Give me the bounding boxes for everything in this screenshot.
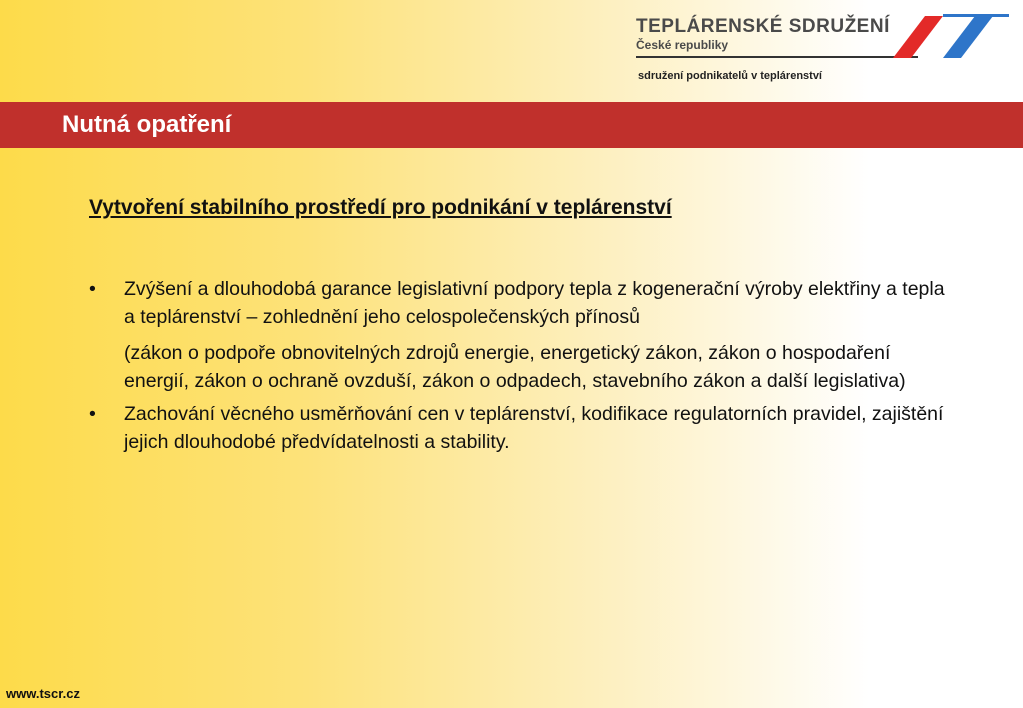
logo-rule [636, 56, 918, 58]
bullet-text: Zachování věcného usměrňování cen v teplárenství, kodifikace regulatorních pravidel, zajištění jejich dlouhodobé předvídatelnosti a stability. [124, 403, 944, 453]
logo-stripes-icon [891, 14, 1011, 60]
logo-red-stripe [893, 16, 943, 58]
bullet-note: (zákon o podpoře obnovitelných zdrojů energie, energetický zákon, zákon o hospodaření energií, zákon o ochraně ovzduší, zákon o odpadech, stavebního zákon a další legislativa) [124, 342, 906, 392]
bullet-icon: • [89, 403, 96, 425]
organization-logo [636, 14, 1016, 94]
bullet-list [89, 276, 949, 456]
logo-subtitle: České republiky [636, 38, 729, 52]
bullet-text: Zvýšení a dlouhodobá garance legislativní podpory tepla z kogenerační výroby elektřiny a tepla a teplárenství – zohlednění jeho celospolečenských přínosů [124, 278, 945, 328]
title-band [0, 102, 1023, 148]
list-item [89, 276, 949, 331]
logo-blue-stripe [943, 16, 993, 58]
list-item [89, 401, 949, 456]
tagline: sdružení podnikatelů v teplárenství [638, 70, 822, 82]
slide-title: Nutná opatření [62, 111, 232, 138]
section-heading: Vytvoření stabilního prostředí pro podnikání v teplárenství [89, 196, 672, 219]
footer-url[interactable]: www.tscr.cz [6, 686, 80, 701]
logo-title: TEPLÁRENSKÉ SDRUŽENÍ [636, 16, 890, 37]
bullet-icon: • [89, 278, 96, 300]
logo-blue-bar [943, 14, 1009, 17]
